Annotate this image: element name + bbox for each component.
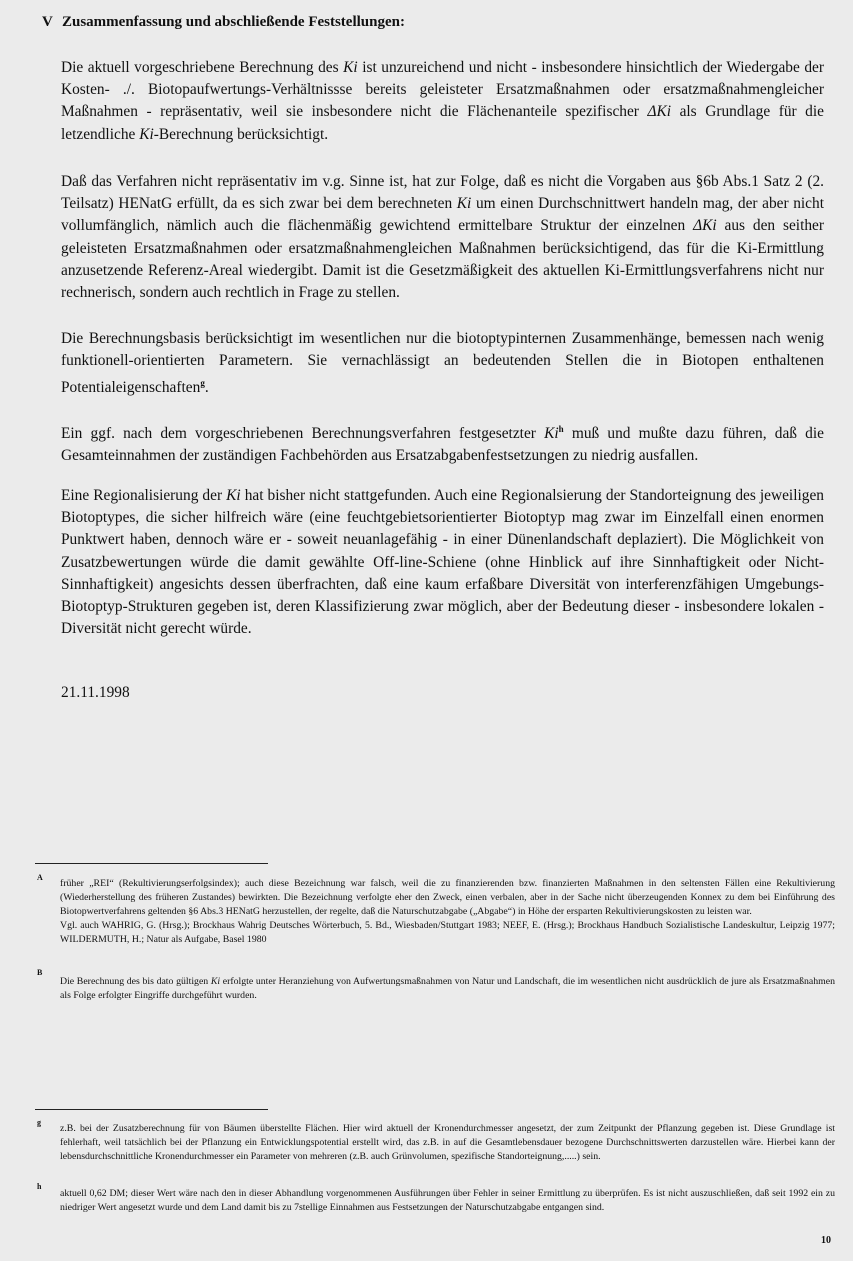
text-run: Die Berechnungsbasis berücksichtigt im wesentlichen nur die biotoptypinternen Zusammenhänge, bemessen nach wenig funktionell-orientierten Parametern. Sie vernachlässigt an bedeutenden Stellen die in Biotopen enthaltenen Potentialeigenschaften xyxy=(61,330,824,397)
text-run: muß und mußte dazu führen, daß die Gesamteinnahmen der zuständigen Fachbehörden aus Ersatzabgabenfestsetzungen zu niedrig ausfallen. xyxy=(61,425,824,465)
text-run: Die Berechnung des bis dato gültigen xyxy=(60,976,211,987)
text-run: hat bisher nicht stattgefunden. Auch eine Regionalsierung der Standorteignung des jeweiligen Biotoptypes, die sicher hilfreich wäre (eine feuchtgebietsorientierter Biotoptyp mag zwar im Einzelfall einen enormen Punktwert haben, dennoch wäre er - soweit neuanlagefähig - in einer Dünenlandschaft deplaziert). Die Möglichkeit von Zusatzbewertungen würde die damit gewählte Off-line-Schiene (ohne Hinblick auf ihre Sinnhaftigkeit oder Nicht-Sinnhaftigkeit) angesichts dessen überfrachten, daß eine kaum erfaßbare Diversität von interferenzfähigen Umgebungs-Biotoptyp-Strukturen gegeben ist, deren Klassifizierung zwar möglich, aber der Bedeutung dieser - insbesondere lokalen - Diversität nicht gerecht würde. xyxy=(61,487,824,638)
page-number: 10 xyxy=(821,1235,831,1246)
footnote-a-text: früher „REI“ (Rekultivierungserfolgsindex); auch diese Bezeichnung war falsch, weil die zu finanzierenden bzw. finanzierten Maßnahmen in den seltensten Fällen eine Rekultivierung (Wiederherstellung des früheren Zustandes) bewirkten. Die Bezeichnung verfolgte eher den Zweck, einen verbalen, aber in der Sache nicht überzeugenden Konnex zu dem bei Einführung des Biotopwertverfahrens geltenden §6 Abs.3 HENatG herzustellen, der regelte, daß die Naturschutzabgabe („Abgabe“) in Höhe der ersparten Rekultivierungskosten zu leisten war. xyxy=(60,878,835,917)
paragraph-3 xyxy=(61,328,824,400)
ki-term: Ki xyxy=(456,195,472,213)
paragraph-2 xyxy=(61,171,824,304)
text-run: aus den seither geleisteten Ersatzmaßnahmen oder ersatzmaßnahmengleichen Maßnahmen berücksichtigend, das für die Ki-Ermittlung anzusetzende Referenz-Areal wiedergibt. Damit ist die Gesetzmäßigkeit des aktuellen Ki-Ermittlungsverfahrens nicht nur rechnerisch, sondern auch rechtlich in Frage zu stellen. xyxy=(61,217,824,302)
text-run: Ein ggf. nach dem vorgeschriebenen Berechnungsverfahren festgesetzter xyxy=(61,425,545,443)
footnote-g: z.B. bei der Zusatzberechnung für von Bäumen überstellte Flächen. Hier wird aktuell der Kronendurchmesser angesetzt, der zum Zeitpunkt der Pflanzung gegeben ist. Diese Grundlage ist fehlerhaft, weil tatsächlich bei der Pflanzung ein Entwicklungspotential erstellt wird, das z.B. in auf die Gesamtlebensdauer bezogene Durchschnittswerten darzustellen wäre. Hierbei kann der lebensdurchschnittliche Kronendurchmesser ein Parameter von mehreren (z.B. auch Grünvolumen, spezifische Standorteignung,.....) sein. xyxy=(60,1123,835,1162)
text-run: . xyxy=(204,379,209,397)
footnote-mark-g: g xyxy=(37,1118,41,1127)
paragraph-1 xyxy=(61,57,824,146)
document-date: 21.11.1998 xyxy=(61,684,130,701)
paragraph-5 xyxy=(61,485,824,640)
ki-term: Ki xyxy=(139,125,154,143)
footnote-a-references: Vgl. auch WAHRIG, G. (Hrsg.); Brockhaus Wahrig Deutsches Wörterbuch, 5. Bd., Wiesbaden/Stuttgart 1983; NEEF, E. (Hrsg.); Brockhaus Handbuch Sozialistische Landeskultur, Leipzig 1977; WILDERMUTH, H.; Natur als Aufgabe, Basel 1980 xyxy=(60,920,835,945)
footnote-mark-h: h xyxy=(37,1182,42,1191)
section-heading xyxy=(42,14,405,31)
section-title: Zusammenfassung und abschließende Feststellungen: xyxy=(62,14,405,30)
footnote-ref-h: h xyxy=(558,424,564,434)
ki-term: Ki xyxy=(210,976,221,987)
text-run: um einen Durchschnittwert handeln mag, der aber nicht vollumfänglich, nämlich auch die flächenmäßig gewichtend ermittelbare Struktur der einzelnen xyxy=(61,195,824,235)
paragraph-4 xyxy=(61,418,824,468)
footnote-h: aktuell 0,62 DM; dieser Wert wäre nach den in dieser Abhandlung vorgenommenen Ausführungen über Fehler in seiner Ermittlung zu überprüfen. Es ist nicht auszuschließen, daß seit 1992 ein zu niedriger Wert angesetzt wurde und dem Land damit bis zu 7stellige Einnahmen aus Festsetzungen der Naturschutzabgabe entgangen sind. xyxy=(60,1188,835,1213)
footnote-a xyxy=(60,877,835,947)
text-run: erfolgte unter Heranziehung von Aufwertungsmaßnahmen von Natur und Landschaft, die im wesentlichen nicht ausdrücklich de jure als Ersatzmaßnahmen als Folge erfolgter Eingriffe durchgeführt wurden. xyxy=(60,976,835,1001)
ki-term: Ki xyxy=(226,487,241,504)
section-number: V xyxy=(42,14,53,30)
delta-ki-term: ΔKi xyxy=(647,103,672,121)
text-run: -Berechnung berücksichtigt. xyxy=(153,125,329,143)
footnote-divider xyxy=(35,863,268,864)
text-run: als Grundlage für die letzendliche xyxy=(61,103,824,143)
ki-term: Ki xyxy=(544,425,559,443)
footnote-mark-a: A xyxy=(37,873,43,882)
text-run: Daß das Verfahren nicht repräsentativ im v.g. Sinne ist, hat zur Folge, daß es nicht die Vorgaben aus §6b Abs.1 Satz 2 (2. Teilsatz) HENatG erfüllt, da es sich zwar bei dem berechneten xyxy=(61,173,824,213)
text-run: Eine Regionalisierung der xyxy=(61,487,227,504)
text-run: Die aktuell vorgeschriebene Berechnung des xyxy=(61,59,344,76)
footnote-b xyxy=(60,975,835,1003)
footnote-mark-b: B xyxy=(37,968,43,977)
ki-term: Ki xyxy=(343,59,358,76)
footnote-divider xyxy=(35,1109,268,1110)
footnote-ref-g: g xyxy=(200,378,205,389)
text-run: ist unzureichend und nicht - insbesondere hinsichtlich der Wiedergabe der Kosten- ./. Biotopaufwertungs-Verhältnissse bereits geleisteter Ersatzmaßnahmen oder ersatzmaßnahmengleicher Maßnahmen - repräsentativ, weil sie insbesondere nicht die Flächenanteile spezifischer xyxy=(61,59,824,121)
delta-ki-term: ΔKi xyxy=(693,217,717,235)
